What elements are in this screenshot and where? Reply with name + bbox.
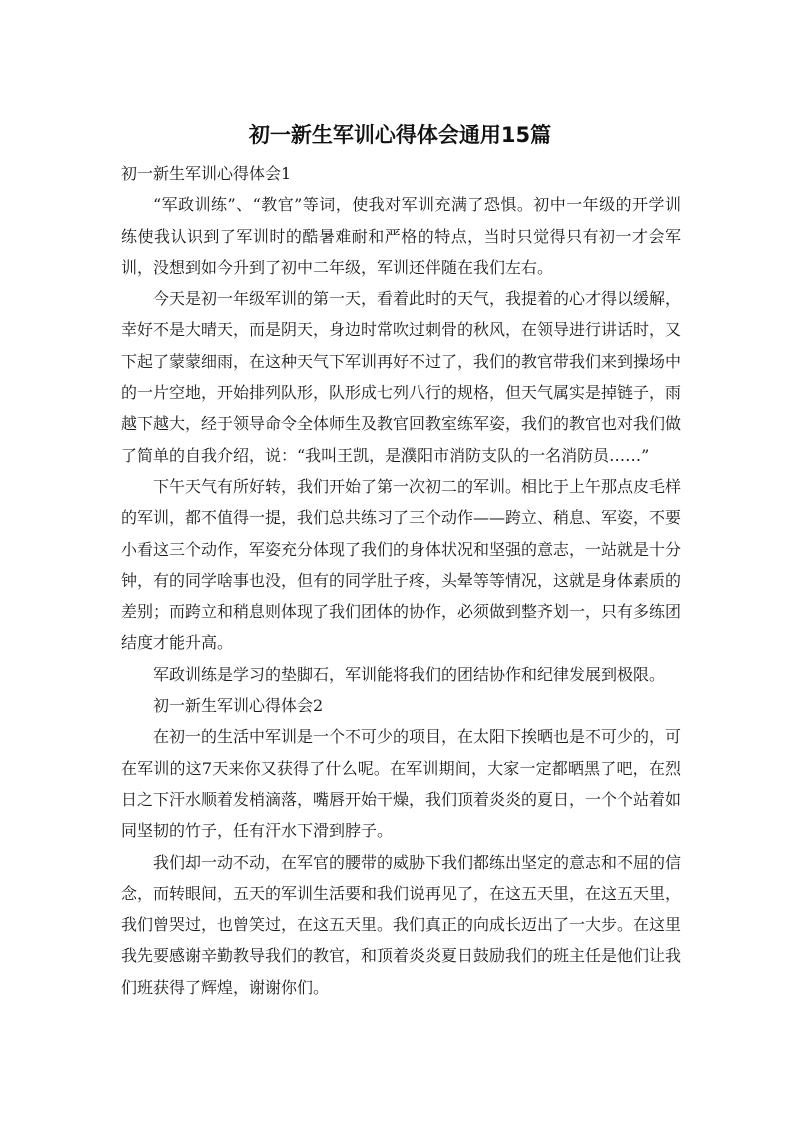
paragraph: 下午天气有所好转，我们开始了第一次初二的军训。相比于上午那点皮毛样的军训，都不值得一提，我们总共练习了三个动作——跨立、稍息、军姿，不要小看这三个动作，军姿充分体现了我们的身体状况和坚强的意志，一站就是十分钟，有的同学啥事也没，但有的同学肚子疼，头晕等等情况，这就是身体素质的差别；而跨立和稍息则体现了我们团体的协作，必须做到整齐划一，只有多练团结度才能升高。 (121, 476, 682, 653)
paragraph: 在初一的生活中军训是一个不可少的项目，在太阳下挨晒也是不可少的，可在军训的这7天来你又获得了什么呢。在军训期间，大家一定都晒黑了吧，在烈日之下汗水顺着发梢滴落，嘴唇开始干燥，我们顶着炎炎的夏日，一个个站着如同坚韧的竹子，任有汗水下滑到脖子。 (121, 727, 682, 841)
section-heading: 初一新生军训心得体会1 (121, 164, 292, 183)
section-heading: 初一新生军训心得体会2 (153, 696, 324, 716)
document-body (121, 158, 681, 1003)
paragraph: 军政训练是学习的垫脚石，军训能将我们的团结协作和纪律发展到极限。 (153, 664, 666, 684)
document-title: 初一新生军训心得体会通用15篇 (248, 123, 552, 147)
paragraph: “军政训练”、“教官”等词，使我对军训充满了恐惧。初中一年级的开学训练使我认识到了军训时的酷暑难耐和严格的特点，当时只觉得只有初一才会军训，没想到如今升到了初中二年级，军训还伴随在我们左右。 (121, 195, 681, 277)
paragraph: 今天是初一年级军训的第一天，看着此时的天气，我提着的心才得以缓解，幸好不是大晴天，而是阴天，身边时常吹过刺骨的秋风，在领导进行讲话时，又下起了蒙蒙细雨，在这种天气下军训再好不过了，我们的教官带我们来到操场中的一片空地，开始排列队形，队形成七列八行的规格，但天气属实是掉链子，雨越下越大，经于领导命令全体师生及教官回教室练军姿，我们的教官也对我们做了简单的自我介绍，说：“我叫王凯，是濮阳市消防支队的一名消防员……” (121, 289, 682, 465)
paragraph: 我们却一动不动，在军官的腰带的威胁下我们都练出坚定的意志和不屈的信念，而转眼间，五天的军训生活要和我们说再见了，在这五天里，在这五天里，我们曾哭过，也曾笑过，在这五天里。我们真正的向成长迈出了一大步。在这里我先要感谢辛勤教导我们的教官，和顶着炎炎夏日鼓励我们的班主任是他们让我们班获得了辉煌，谢谢你们。 (121, 852, 682, 997)
